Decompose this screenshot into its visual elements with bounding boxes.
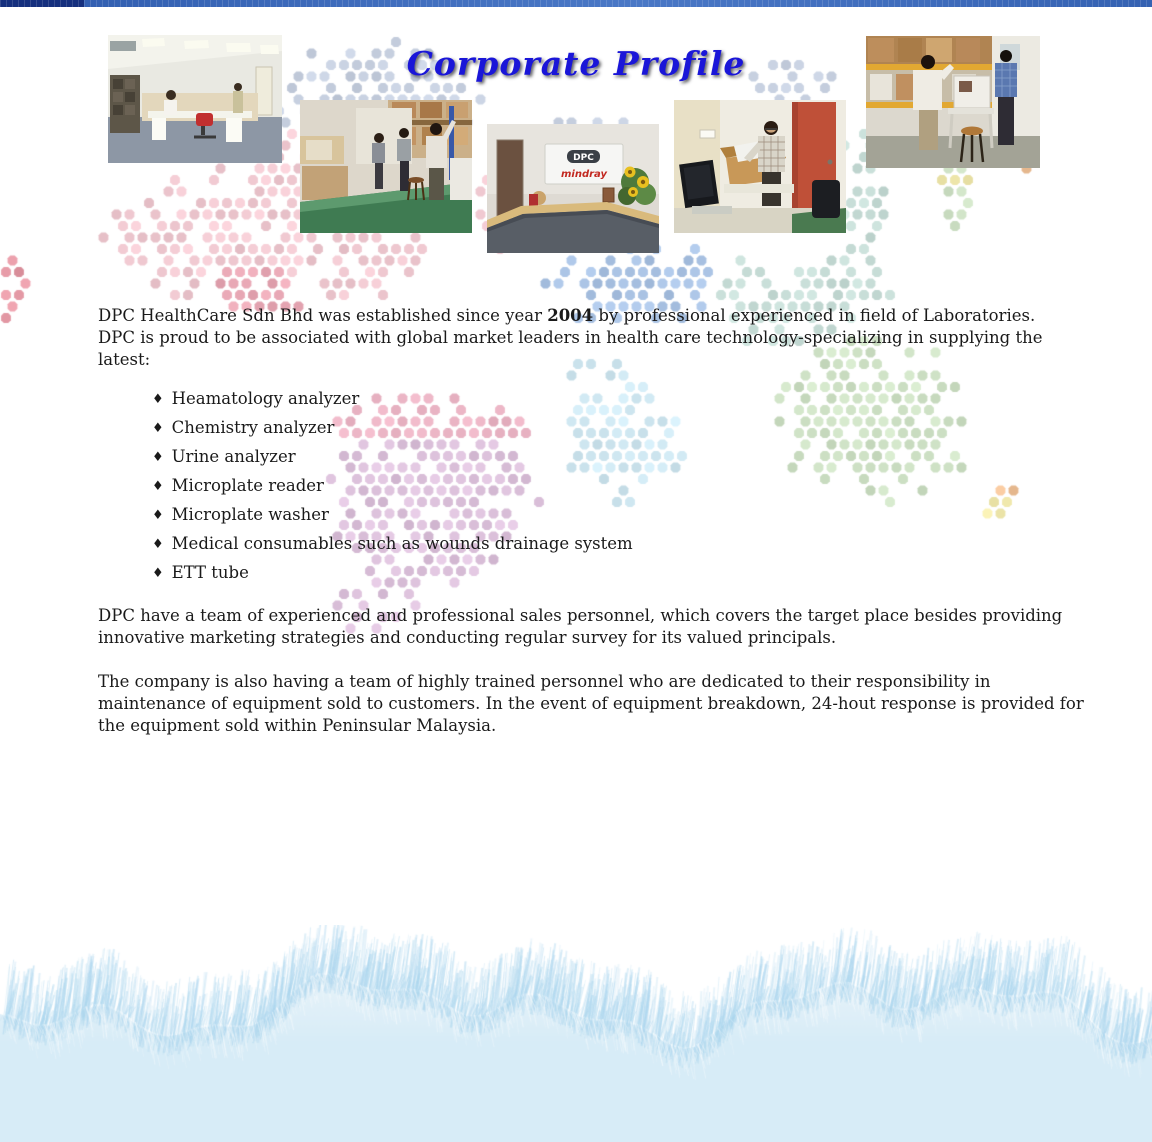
intro-paragraph: DPC HealthCare Sdn Bhd was established since year 2004 by professional experienced in field of Laboratories. DPC is proud to be associated with global market leaders in health care technology-specializing in supplying the latest: [98,306,1043,369]
diamond-bullet-icon: ♦ [152,508,164,523]
list-item [152,413,1098,442]
service-team-paragraph: The company is also having a team of highly trained personnel who are dedicated to their responsibility in maintenance of equipment sold to customers. In the event of equipment breakdown, 24-hout response is provided for the equipment sold within Peninsular Malaysia. [98,672,1084,735]
diamond-bullet-icon: ♦ [152,392,164,407]
list-item [152,529,1098,558]
list-item [152,471,1098,500]
photo-warehouse-team [300,100,472,233]
diamond-bullet-icon: ♦ [152,566,164,581]
sign-brand-text: mindray [560,169,608,180]
photo-reception-desk [487,124,659,253]
dpc-mindray-sign [545,144,623,184]
photo-unpacking-equipment [674,100,846,233]
body-copy [98,305,1098,737]
diamond-bullet-icon: ♦ [152,450,164,465]
list-item [152,558,1098,587]
page-title: Corporate Profile [406,44,746,83]
item-label: Urine analyzer [171,447,296,466]
diamond-bullet-icon: ♦ [152,479,164,494]
list-item [152,442,1098,471]
year-bold: 2004 [547,306,594,325]
list-item [152,500,1098,529]
diamond-bullet-icon: ♦ [152,537,164,552]
item-label: Microplate reader [171,476,324,495]
footer-wave-texture [0,925,1152,1142]
item-label: Heamatology analyzer [171,389,360,408]
top-gradient-bar [0,0,1152,7]
product-list [98,384,1098,587]
list-item [152,384,1098,413]
item-label: Chemistry analyzer [171,418,335,437]
item-label: ETT tube [171,563,249,582]
item-label: Medical consumables such as wounds drainage system [171,534,633,553]
diamond-bullet-icon: ♦ [152,421,164,436]
sign-logo-text: DPC [573,153,594,163]
sales-team-paragraph: DPC have a team of experienced and professional sales personnel, which covers the target place besides providing innovative marketing strategies and conducting regular survey for its valued principals. [98,606,1063,647]
item-label: Microplate washer [171,505,329,524]
